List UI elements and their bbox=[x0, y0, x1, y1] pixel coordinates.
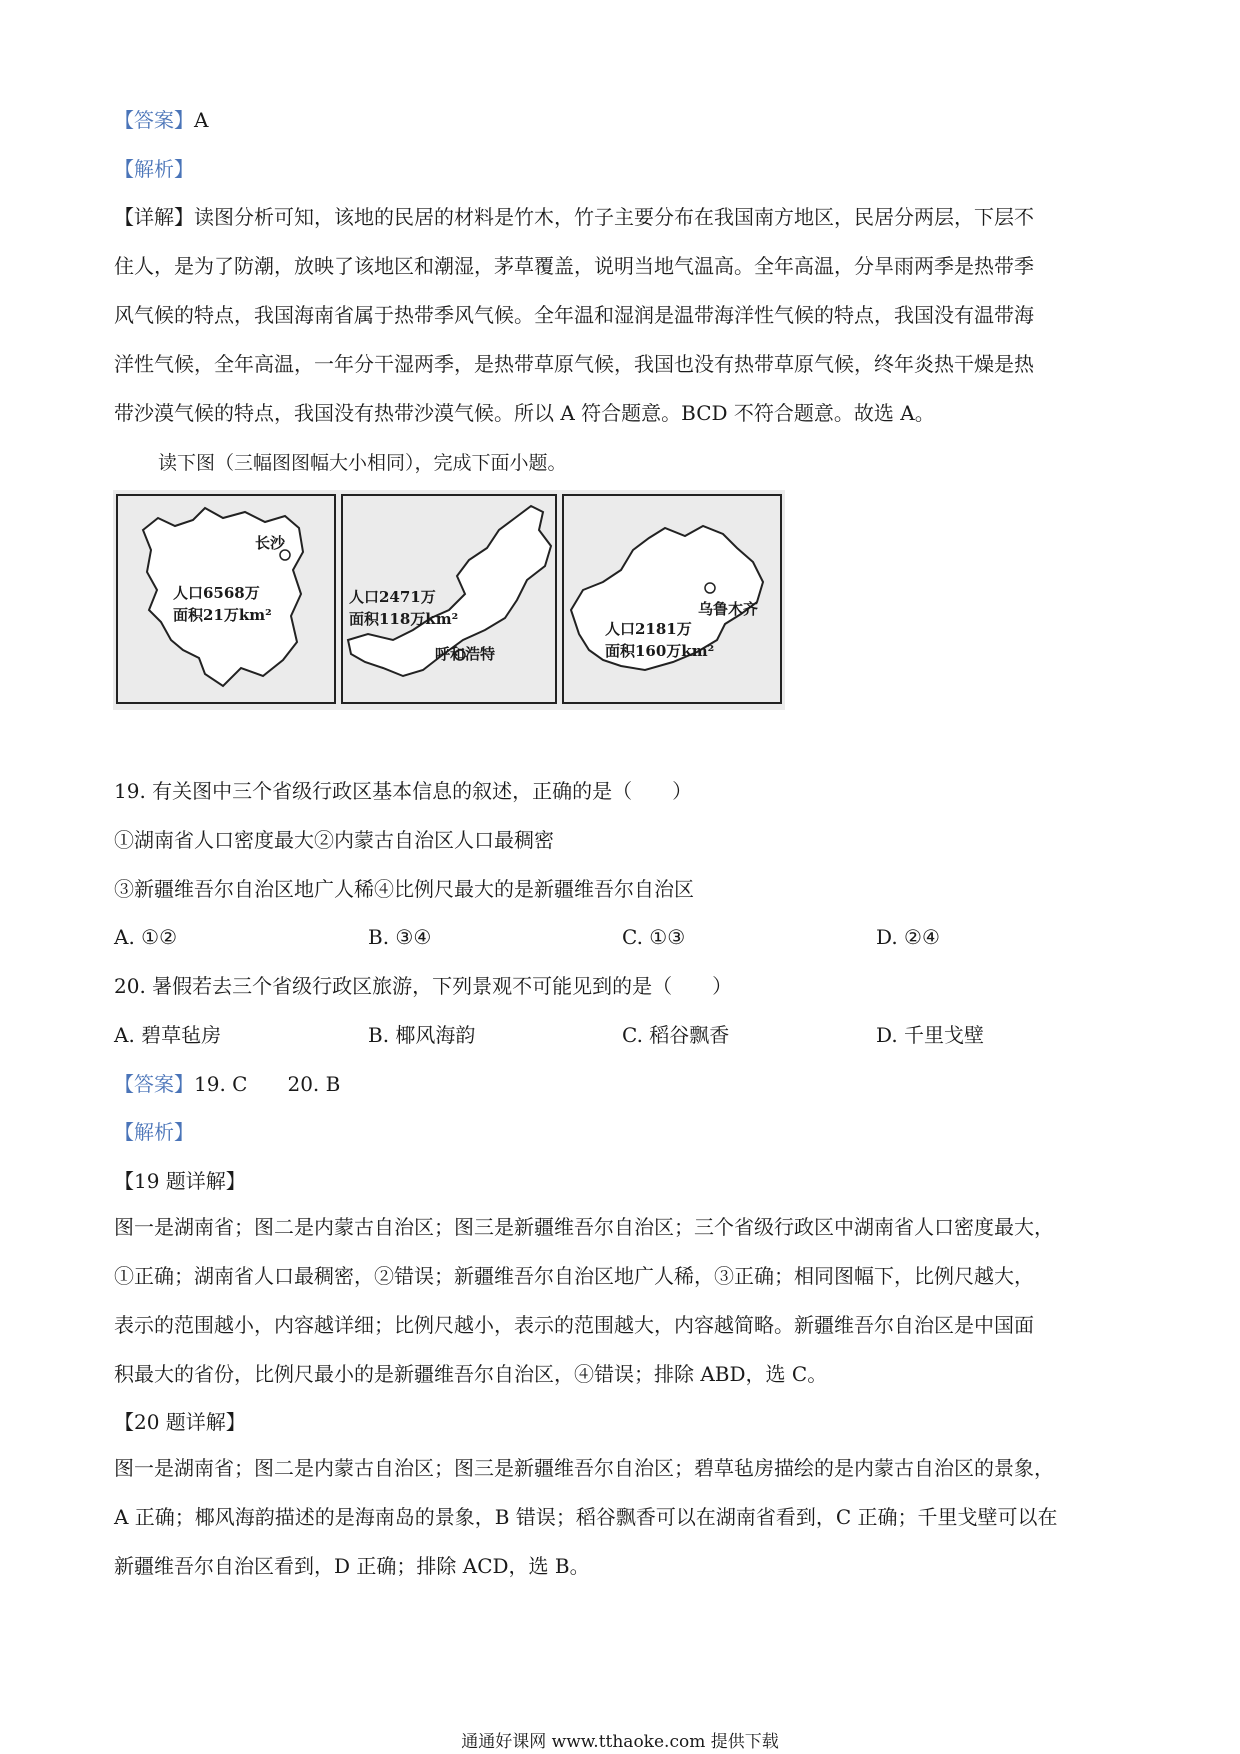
q20-option-a: A. 碧草毡房 bbox=[114, 1023, 222, 1047]
q20-detail-paragraph: 图一是湖南省；图二是内蒙古自治区；图三是新疆维吾尔自治区；碧草毡房描绘的是内蒙古自治区的景象， A 正确；椰风海韵描述的是海南岛的景象，B 错误；稻谷飘香可以在湖南省看到，C 正确；千里戈壁可以在 新疆维吾尔自治区看到，D 正确；排除 ACD，选 B。 bbox=[114, 1456, 1058, 1578]
detail-paragraph: 【详解】读图分析可知，该地的民居的材料是竹木，竹子主要分布在我国南方地区，民居分两层，下层不 住人，是为了防潮，放映了该地区和潮湿，茅草覆盖，说明当地气温高。全年高温，分旱雨两季是热带季 风气候的特点，我国海南省属于热带季风气候。全年温和湿润是温带海洋性气候的特点，我国没有温带海 洋性气候，全年高温，一年分干湿两季，是热带草原气候，我国也没有热带草原气候，终年炎热干燥是热 带沙漠气候的特点，我国没有热带沙漠气候。所以 A 符合题意。BCD 不符合题意。故选 A。 bbox=[114, 205, 1034, 425]
answer-tag: 【答案】 bbox=[114, 108, 194, 132]
xinjiang-area-label: 面积160万km² bbox=[605, 642, 715, 660]
q19-option-b: B. ③④ bbox=[368, 925, 432, 949]
xinjiang-city-label: 乌鲁木齐 bbox=[698, 600, 759, 618]
hunan-population-label: 人口6568万 bbox=[173, 584, 260, 602]
q19-statement-2: ③新疆维吾尔自治区地广人稀④比例尺最大的是新疆维吾尔自治区 bbox=[114, 877, 694, 901]
q19-option-c: C. ①③ bbox=[622, 925, 686, 949]
q19-detail-heading: 【19 题详解】 bbox=[114, 1169, 246, 1193]
q19-stem: 19. 有关图中三个省级行政区基本信息的叙述，正确的是（ ） bbox=[114, 779, 693, 803]
q20-option-b: B. 椰风海韵 bbox=[368, 1023, 476, 1047]
footer-credit: 通通好课网 www.tthaoke.com 提供下载 bbox=[461, 1732, 779, 1752]
intro-text: 读下图（三幅图图幅大小相同），完成下面小题。 bbox=[158, 452, 567, 474]
q20-detail-heading: 【20 题详解】 bbox=[114, 1410, 246, 1434]
analysis-heading-2: 【解析】 bbox=[114, 1120, 194, 1144]
q19-statement-1: ①湖南省人口密度最大②内蒙古自治区人口最稠密 bbox=[114, 828, 554, 852]
q20-option-c: C. 稻谷飘香 bbox=[622, 1023, 730, 1047]
q19-detail-paragraph: 图一是湖南省；图二是内蒙古自治区；图三是新疆维吾尔自治区；三个省级行政区中湖南省人口密度最大， ①正确；湖南省人口最稠密，②错误；新疆维吾尔自治区地广人稀，③正确；相同图幅下，比例尺越大， 表示的范围越小，内容越详细；比例尺越小，表示的范围越大，内容越简略。新疆维吾尔自治区是中国面 积最大的省份，比例尺最小的是新疆维吾尔自治区，④错误；排除 ABD，选 C。 bbox=[114, 1215, 1054, 1386]
q19-option-a: A. ①② bbox=[114, 925, 178, 949]
hunan-city-label: 长沙 bbox=[255, 534, 286, 552]
q20-option-d: D. 千里戈壁 bbox=[876, 1023, 985, 1047]
answer-value-2: 19. C 20. B bbox=[194, 1072, 341, 1096]
inner-mongolia-population-label: 人口2471万 bbox=[349, 588, 436, 606]
urumqi-marker bbox=[705, 583, 715, 593]
hunan-area-label: 面积21万km² bbox=[173, 606, 272, 624]
xinjiang-population-label: 人口2181万 bbox=[605, 620, 692, 638]
inner-mongolia-area-label: 面积118万km² bbox=[349, 610, 459, 628]
answer-tag-2: 【答案】 bbox=[114, 1072, 194, 1096]
province-maps-figure bbox=[113, 490, 785, 710]
inner-mongolia-city-label: 呼和浩特 bbox=[435, 645, 496, 663]
answer-line bbox=[114, 106, 208, 134]
q19-option-d: D. ②④ bbox=[876, 925, 940, 949]
q20-stem: 20. 暑假若去三个省级行政区旅游，下列景观不可能见到的是（ ） bbox=[114, 974, 733, 998]
answer-line-2 bbox=[114, 1070, 340, 1098]
analysis-heading: 【解析】 bbox=[114, 157, 194, 181]
answer-value: A bbox=[194, 108, 209, 132]
